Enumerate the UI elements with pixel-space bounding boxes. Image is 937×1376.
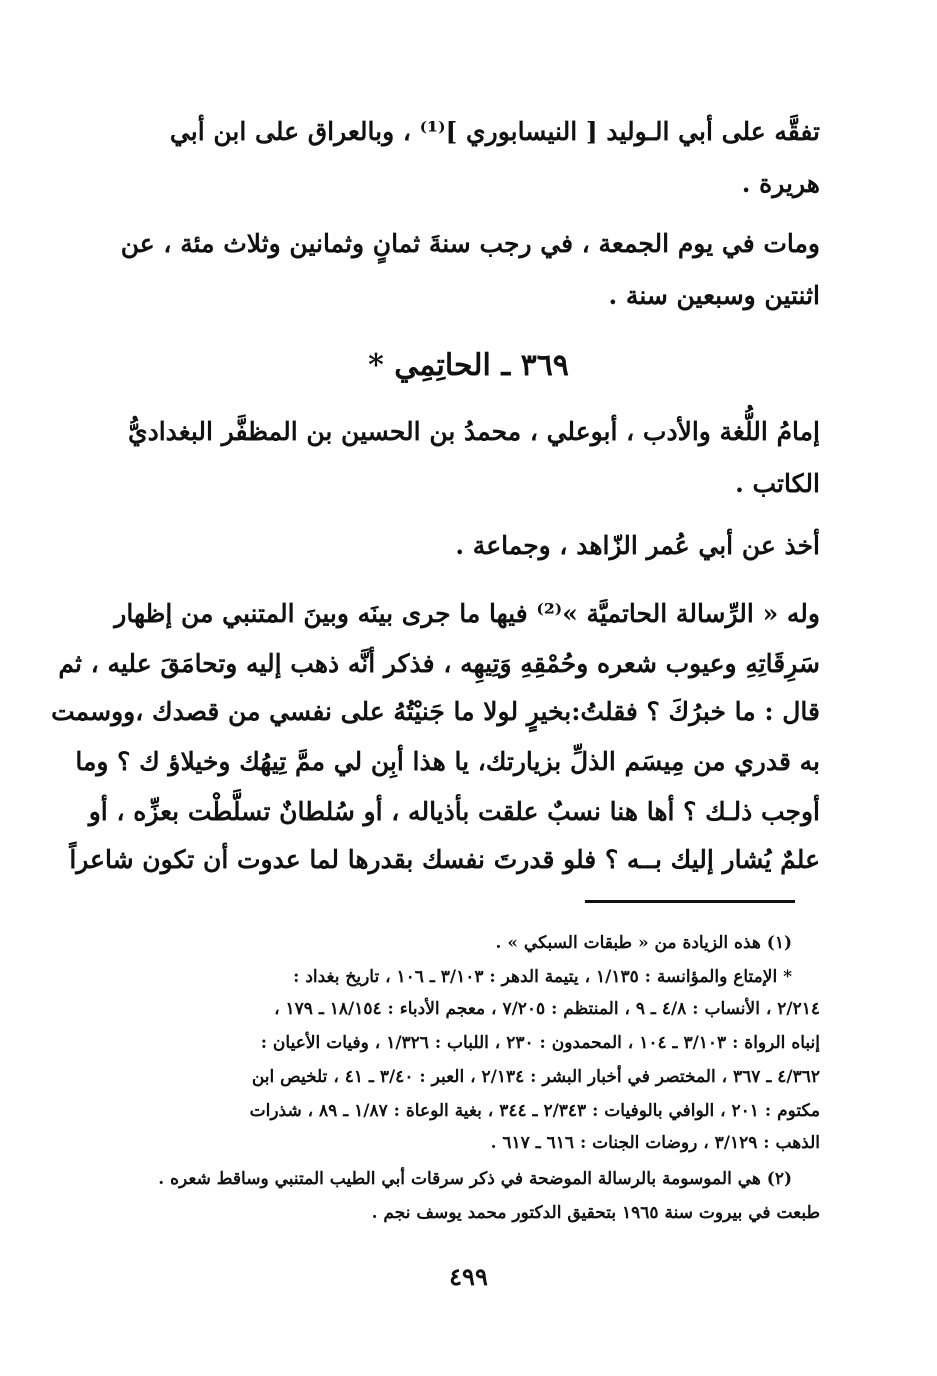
entry-title: ٣٦٩ ـ الحاتِمِي * (368, 348, 569, 383)
text-line: أخذ عن أبي عُمر الزّاهد ، وجماعة . (455, 531, 820, 560)
text-line: هريرة . (741, 169, 820, 198)
footnote-line: إنباه الرواة : ٣/١٠٣ ـ ١٠٤ ، المحمدون : ٢٣٠ ، اللباب : ١/٣٢٦ ، وفيات الأعيان : (260, 1033, 820, 1053)
text-line: علمٌ يُشار إليك بــه ؟ فلو قدرتَ نفسك بقدرها لما عدوت أن تكون شاعراً (69, 845, 820, 874)
footnote-line: ٤/٣٦٢ ـ ٣٦٧ ، المختصر في أخبار البشر : ٢/١٣٤ ، العبر : ٣/٤٠ ـ ٤١ ، تلخيص ابن (251, 1067, 820, 1087)
text-line: سَرِقَاتِهِ وعيوب شعره وحُمْقِهِ وَتِيهِه ، فذكر أنَّه ذهب إليه وتحامَقَ عليه ، ثم (58, 649, 820, 678)
text-line: الكاتب . (735, 469, 820, 498)
text-line: به قدري من مِيسَم الذلِّ بزيارتك، يا هذا أبِن لي ممَّ تِيهُك وخيلاؤ ك ؟ وما (75, 747, 820, 776)
text-line: تفقَّه على أبي الـوليد [ النيسابوري ]⁽¹⁾ ، وبالعراق على ابن أبي (169, 117, 820, 146)
footnote-line: الذهب : ٣/١٢٩ ، روضات الجنات : ٦١٦ ـ ٦١٧ . (490, 1133, 820, 1153)
page-number: ٤٩٩ (449, 1262, 488, 1291)
footnotes (51, 0, 820, 1240)
footnote-line: (١) هذه الزيادة من « طبقات السبكي » . (495, 933, 792, 953)
text-line: ومات في يوم الجمعة ، في رجب سنةَ ثمانٍ وثمانين وثلاث مئة ، عن (120, 229, 820, 258)
footnote-line: * الإمتاع والمؤانسة : ١/١٣٥ ، يتيمة الدهر : ٣/١٠٣ ـ ١٠٦ ، تاريخ بغداد : (293, 967, 792, 987)
text-line: اثنتين وسبعين سنة . (608, 281, 820, 310)
text-line: أوجب ذلـك ؟ أها هنا نسبٌ علقت بأذياله ، أو سُلطانٌ تسلَّطْت بعزِّه ، أو (88, 797, 820, 826)
footnote-line: ٢/٢١٤ ، الأنساب : ٤/٨ ـ ٩ ، المنتظم : ٧/٢٠٥ ، معجم الأدباء : ١٨/١٥٤ ـ ١٧٩ ، (274, 999, 820, 1019)
text-line: قال : ما خبرُكَ ؟ فقلتُ:بخيرٍ لولا ما جَنيْتُهُ على نفسي من قصدك ،ووسمت (51, 697, 820, 726)
footnote-line: طبعت في بيروت سنة ١٩٦٥ بتحقيق الدكتور محمد يوسف نجم . (371, 1203, 820, 1223)
text-line: إمامُ اللُّغة والأدب ، أبوعلي ، محمدُ بن الحسين بن المظفَّر البغداديُّ (128, 417, 820, 446)
text-line: وله « الرِّسالة الحاتميَّة »⁽²⁾ فيها ما جرى بينَه وبينَ المتنبي من إظهار (114, 599, 820, 628)
footnote-line: مكتوم : ٢٠١ ، الوافي بالوفيات : ٢/٣٤٣ ـ ٣٤٤ ، بغية الوعاة : ١/٨٧ ـ ٨٩ ، شذرات (249, 1101, 820, 1121)
footnote-line: (٢) هي الموسومة بالرسالة الموضحة في ذكر سرقات أبي الطيب المتنبي وساقط شعره . (158, 1169, 792, 1189)
